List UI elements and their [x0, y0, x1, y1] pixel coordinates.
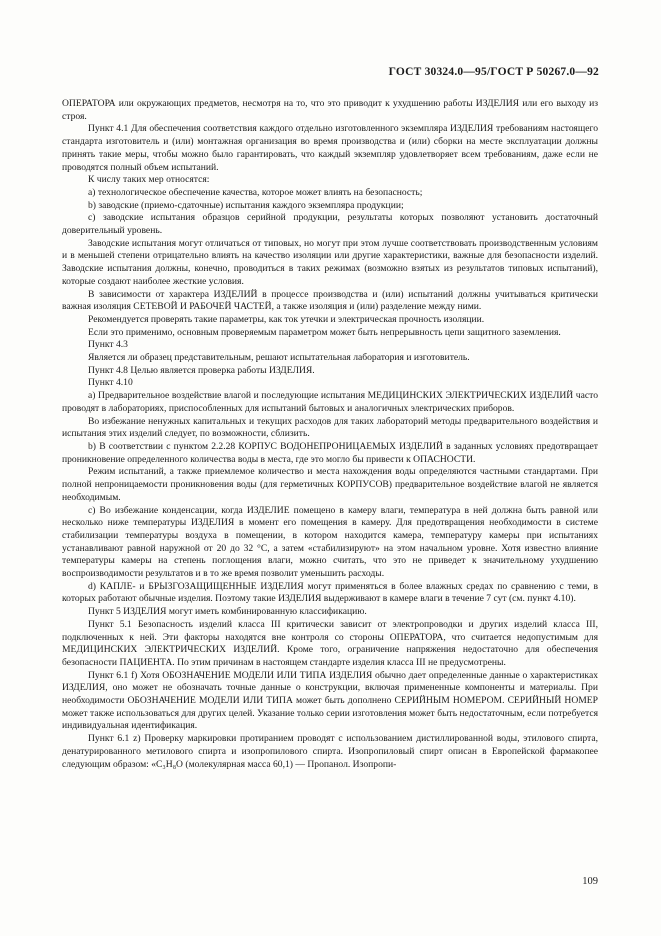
clause-heading: Пункт 4.10	[88, 377, 133, 389]
paragraph: Пункт 6.1 z) Проверку маркировки протиранием проводят с использованием дистиллированной воды, этилового спирта, денатурированного метилового спирта и изопропилового спирта. Изопропиловый спирт описан в Европейской фармакопее следующим образом: «C₃H₈O (молекулярная масса 60,1) — Пропанол. Изопропи-	[62, 733, 598, 770]
paragraph: Рекомендуется проверять такие параметры, как ток утечки и электрическая прочность изоляции.	[88, 313, 485, 325]
list-item: с) заводские испытания образцов серийной продукции, результаты которых позволяют установить достаточный доверительный уровень.	[62, 212, 598, 237]
paragraph: Пункт 4.1 Для обеспечения соответствия каждого отдельно изготовленного экземпляра ИЗДЕЛИЯ требованиям настоящего стандарта изготовитель и (или) монтажная организация во время производства и (или) сборки на месте эксплуатации должны принять такие меры, чтобы можно было гарантировать, что каждый экземпляр удовлетворяет всем требованиям, даже если не проводятся полный объем испытаний.	[62, 123, 598, 173]
paragraph: b) В соответствии с пунктом 2.2.28 КОРПУС ВОДОНЕПРОНИЦАЕМЫХ ИЗДЕЛИЙ в заданных условиях предотвращает проникновение определенного количества воды в места, где это могло бы привести к ОПАСНОСТИ.	[62, 440, 598, 465]
paragraph: Пункт 5.1 Безопасность изделий класса III критически зависит от электропроводки и других изделий класса III, подключенных к ней. Эти факторы находятся вне контроля со стороны ОПЕРАТОРА, что считается недопустимым для МЕДИЦИНСКИХ ЭЛЕКТРИЧЕСКИХ ИЗДЕЛИЙ. Кроме того, ограничение напряжения недостаточно для обеспечения безопасности ПАЦИЕНТА. По этим причинам в настоящем стандарте изделия класса III не предусмотрены.	[62, 618, 598, 668]
paragraph: Является ли образец представительным, решают испытательная лаборатория и изготовитель.	[88, 352, 470, 364]
paragraph: Пункт 4.8 Целью является проверка работы ИЗДЕЛИЯ.	[88, 364, 315, 376]
paragraph: d) КАПЛЕ- и БРЫЗГОЗАЩИЩЕННЫЕ ИЗДЕЛИЯ могут применяться в более влажных средах по сравнению с теми, в которых работают обычные изделия. Поэтому такие ИЗДЕЛИЯ выдерживают в камере влаги в течение 7 сут (см. пункт 4.10).	[62, 580, 598, 605]
list-item: b) заводские (приемо-сдаточные) испытания каждого экземпляра продукции;	[88, 199, 404, 211]
clause-heading: Пункт 4.3	[88, 339, 128, 351]
paragraph: ОПЕРАТОРА или окружающих предметов, несмотря на то, что это приводит к ухудшению работы ИЗДЕЛИЯ или его выходу из строя.	[62, 98, 598, 122]
paragraph: Если это применимо, основным проверяемым параметром может быть непрерывность цепи защитного заземления.	[88, 326, 561, 338]
document-body	[62, 98, 598, 771]
paragraph: К числу таких мер относятся:	[88, 174, 210, 186]
page-number: 109	[582, 876, 598, 887]
paragraph: Во избежание ненужных капитальных и текущих расходов для таких лабораторий методы предварительного воздействия и испытания этих изделий следует, по возможности, сблизить.	[62, 415, 598, 440]
paragraph: Пункт 5 ИЗДЕЛИЯ могут иметь комбинированную классификацию.	[88, 606, 367, 618]
paragraph: с) Во избежание конденсации, когда ИЗДЕЛИЕ помещено в камеру влаги, температура в ней должна быть равной или несколько ниже температуры ИЗДЕЛИЯ в момент его помещения в камеру. Для предотвращения необходимости в системе стабилизации температуры воздуха в помещении, в котором находится камера, температуру камеры при испытаниях устанавливают равной наружной от 20 до 32 °С, а затем «стабилизируют» на этом начальном уровне. Хотя известно влияние температуры камеры на степень поглощения влаги, можно считать, что это не приведет к значительному ухудшению воспроизводимости результатов и в то же время позволит уменьшить расходы.	[62, 504, 598, 580]
list-item: а) технологическое обеспечение качества, которое может влиять на безопасность;	[88, 186, 423, 198]
standard-header: ГОСТ 30324.0—95/ГОСТ Р 50267.0—92	[388, 66, 599, 78]
paragraph: а) Предварительное воздействие влагой и последующие испытания МЕДИЦИНСКИХ ЭЛЕКТРИЧЕСКИХ ИЗДЕЛИЙ часто проводят в лабораториях, приспособленных для испытаний бытовых и аналогичных электрических приборов.	[62, 390, 598, 414]
paragraph: Заводские испытания могут отличаться от типовых, но могут при этом лучше соответствовать производственным условиям и в меньшей степени отрицательно влиять на качество изоляции или другие характеристики, важные для безопасности изделий. Заводские испытания должны, конечно, проводиться в таких режимах (возможно взятых из результатов типовых испытаний), которые создают наиболее жесткие условия.	[62, 237, 598, 287]
paragraph: В зависимости от характера ИЗДЕЛИЙ в процессе производства и (или) испытаний должны учитываться критически важная изоляция СЕТЕВОЙ И РАБОЧЕЙ ЧАСТЕЙ, а также изоляция и (или) разделение между ними.	[62, 288, 598, 313]
paragraph: Режим испытаний, а также приемлемое количество и места нахождения воды определяются частными стандартами. При полной непроницаемости проникновения воды (для герметичных КОРПУСОВ) предварительное воздействие влагой не является необходимым.	[62, 466, 598, 503]
paragraph: Пункт 6.1 f) Хотя ОБОЗНАЧЕНИЕ МОДЕЛИ ИЛИ ТИПА ИЗДЕЛИЯ обычно дает определенные данные о характеристиках ИЗДЕЛИЯ, оно может не обозначать точные данные о конструкции, включая примененные компоненты и материалы. При необходимости ОБОЗНАЧЕНИЕ МОДЕЛИ ИЛИ ТИПА может быть дополнено СЕРИЙНЫМ НОМЕРОМ. СЕРИЙНЫЙ НОМЕР может также использоваться для других целей. Указание только серии изготовления может быть недостаточным, если потребуется индивидуальная идентификация.	[62, 669, 598, 732]
